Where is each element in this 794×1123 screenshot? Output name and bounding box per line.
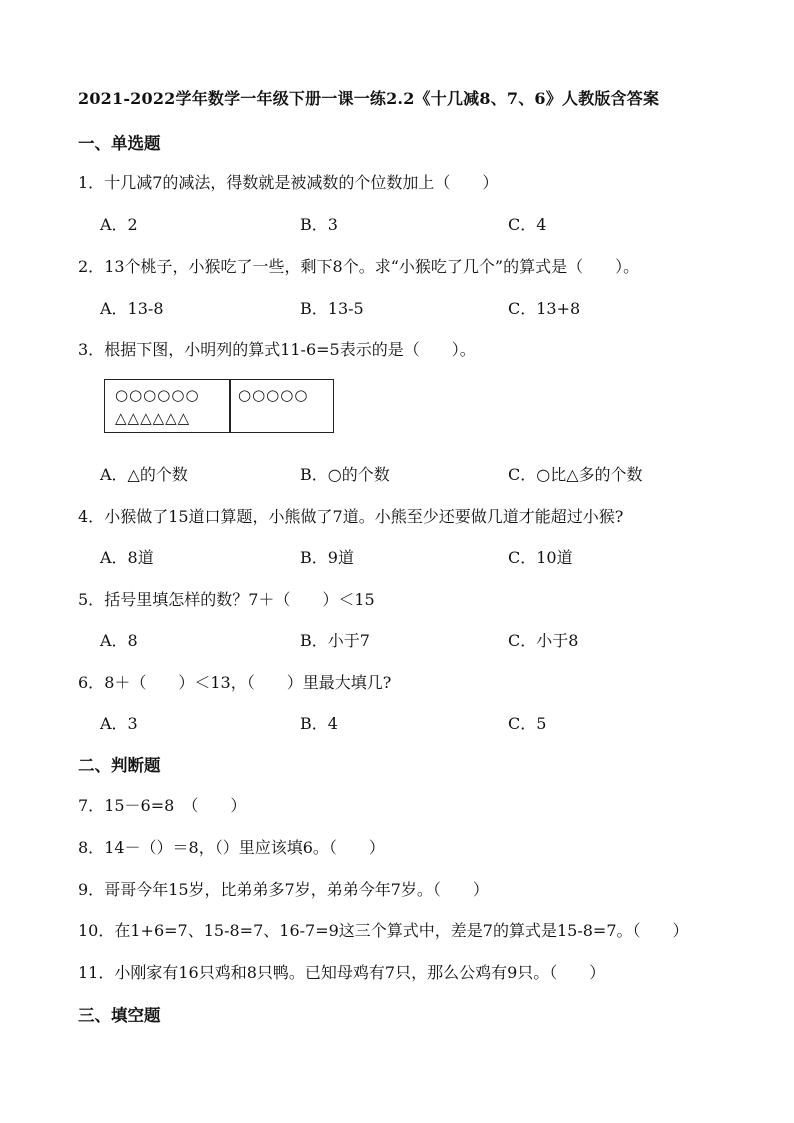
question-number: 9．	[78, 880, 105, 899]
question-4	[78, 504, 623, 527]
question-number: 10．	[78, 921, 115, 940]
question-number: 4．	[78, 507, 105, 526]
question-text: 14－（）＝8，（）里应该填6。（ ）	[104, 838, 385, 857]
section-heading-true-false: 二、判断题	[78, 756, 161, 775]
question-text: 十几减7的减法，得数就是被减数的个位数加上（ ）	[104, 173, 499, 192]
section-heading-fill-in: 三、填空题	[78, 1006, 161, 1025]
judgment-7	[78, 793, 246, 816]
option-b[interactable]: B．○的个数	[300, 465, 390, 484]
option-c[interactable]: C．13+8	[508, 299, 581, 318]
circles-right: ○○○○○	[238, 386, 309, 404]
shapes-figure	[104, 379, 334, 433]
question-text: 13个桃子，小猴吃了一些，剩下8个。求“小猴吃了几个”的算式是（ ）。	[104, 257, 640, 276]
question-number: 8．	[78, 838, 105, 857]
question-text: 15－6=8 （ ）	[104, 796, 247, 815]
judgment-9	[78, 877, 489, 900]
question-5	[78, 587, 375, 610]
question-text: 在1+6=7、15-8=7、16-7=9这三个算式中，差是7的算式是15-8=7。（ ）	[114, 921, 689, 940]
option-b[interactable]: B．13-5	[300, 299, 364, 318]
option-c[interactable]: C．小于8	[508, 631, 579, 650]
option-a[interactable]: A．8道	[100, 548, 154, 567]
option-a[interactable]: A．3	[100, 714, 138, 733]
option-b[interactable]: B．小于7	[300, 631, 370, 650]
option-a[interactable]: A．13-8	[100, 299, 164, 318]
question-3	[78, 337, 476, 360]
judgment-10	[78, 918, 689, 941]
option-b[interactable]: B．4	[300, 714, 338, 733]
question-text: 小猴做了15道口算题，小熊做了7道。小熊至少还要做几道才能超过小猴?	[104, 507, 624, 526]
question-text: 括号里填怎样的数？7＋（ ）＜15	[104, 590, 375, 609]
question-number: 5．	[78, 590, 105, 609]
judgment-8	[78, 835, 385, 858]
triangles-left: △△△△△△	[115, 409, 191, 427]
document-title: 2021-2022学年数学一年级下册一课一练2.2《十几减8、7、6》人教版含答案	[78, 89, 660, 108]
question-text: 哥哥今年15岁，比弟弟多7岁，弟弟今年7岁。（ ）	[104, 880, 489, 899]
figure-divider	[229, 380, 231, 432]
option-c[interactable]: C．10道	[508, 548, 573, 567]
option-a[interactable]: A．2	[100, 215, 138, 234]
question-number: 2．	[78, 257, 105, 276]
judgment-11	[78, 960, 605, 983]
question-number: 1．	[78, 173, 105, 192]
option-b[interactable]: B．9道	[300, 548, 354, 567]
question-number: 3．	[78, 340, 105, 359]
question-number: 11．	[78, 963, 115, 982]
question-text: 小刚家有16只鸡和8只鸭。已知母鸡有7只，那么公鸡有9只。（ ）	[114, 963, 606, 982]
option-a[interactable]: A．△的个数	[100, 465, 188, 484]
question-2	[78, 254, 639, 277]
option-a[interactable]: A．8	[100, 631, 138, 650]
question-text: 根据下图，小明列的算式11-6=5表示的是（ ）。	[104, 340, 476, 359]
question-1	[78, 170, 498, 193]
circles-left: ○○○○○○	[115, 386, 200, 404]
question-number: 7．	[78, 796, 105, 815]
question-number: 6．	[78, 673, 105, 692]
option-c[interactable]: C．4	[508, 215, 547, 234]
question-6	[78, 670, 391, 693]
question-text: 8＋（ ）＜13，（ ）里最大填几?	[104, 673, 392, 692]
option-c[interactable]: C．5	[508, 714, 547, 733]
section-heading-single-choice: 一、单选题	[78, 134, 161, 153]
option-b[interactable]: B．3	[300, 215, 338, 234]
option-c[interactable]: C．○比△多的个数	[508, 465, 643, 484]
